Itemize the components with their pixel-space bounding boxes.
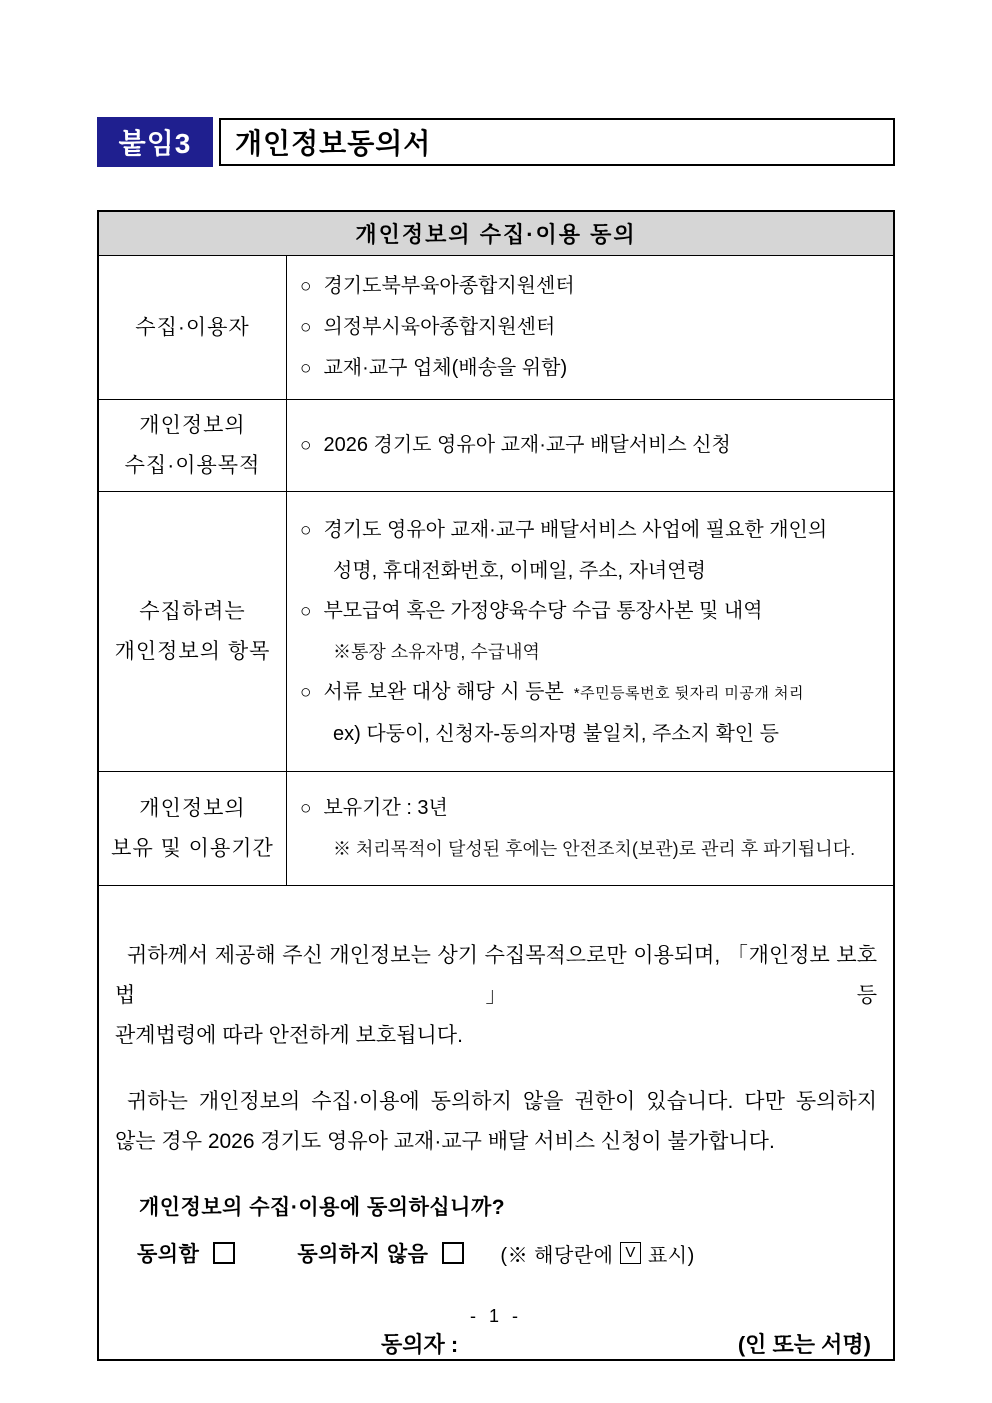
circle-bullet-icon: ○ xyxy=(300,600,312,622)
list-item xyxy=(300,591,883,632)
row-label-purpose xyxy=(99,400,287,491)
list-item-text: 서류 보완 대상 해당 시 등본 xyxy=(323,680,564,703)
list-item-text: 보유기간 : 3년 xyxy=(323,797,448,819)
list-item-text: 부모급여 혹은 가정양육수당 수급 통장사본 및 내역 xyxy=(323,599,763,622)
page-number: - 1 - xyxy=(469,1306,522,1326)
row-label-collector xyxy=(99,256,287,399)
check-instruction-prefix: (※ 해당란에 xyxy=(500,1244,614,1267)
notice-section xyxy=(99,886,893,1359)
agree-label: 동의함 xyxy=(137,1243,200,1266)
list-item-text: 의정부시육아종합지원센터 xyxy=(323,316,556,338)
list-item-note: ※통장 소유자명, 수급내역 xyxy=(333,641,540,662)
signer-label: 동의자 : xyxy=(381,1332,459,1357)
circle-bullet-icon: ○ xyxy=(300,519,312,541)
check-instruction xyxy=(500,1239,694,1268)
row-label-line: 개인정보의 항목 xyxy=(114,639,271,663)
table-row-retention xyxy=(99,772,893,886)
row-label-line: 수집하려는 xyxy=(139,599,246,623)
notice-paragraph-2 xyxy=(115,1082,877,1162)
disagree-label: 동의하지 않음 xyxy=(297,1243,429,1266)
consent-table xyxy=(97,210,895,1361)
notice-paragraph-1 xyxy=(115,936,877,1056)
row-label-line: 수집·이용목적 xyxy=(124,453,261,477)
table-row-purpose xyxy=(99,400,893,492)
list-item xyxy=(300,307,883,348)
circle-bullet-icon: ○ xyxy=(300,276,312,297)
consent-question: 개인정보의 수집·이용에 동의하십니까? xyxy=(139,1196,506,1219)
list-item xyxy=(300,266,883,307)
list-item-text: 경기도북부육아종합지원센터 xyxy=(323,275,575,297)
list-item xyxy=(300,348,883,389)
circle-bullet-icon: ○ xyxy=(300,798,312,819)
seal-or-signature-note: (인 또는 서명) xyxy=(737,1332,871,1357)
table-row-collector xyxy=(99,256,893,400)
list-item-text: 경기도 영유아 교재·교구 배달서비스 사업에 필요한 개인의 xyxy=(323,518,828,541)
circle-bullet-icon: ○ xyxy=(300,681,312,703)
list-item-text: 2026 경기도 영유아 교재·교구 배달서비스 신청 xyxy=(323,434,731,456)
row-label-line: 개인정보의 xyxy=(139,413,246,437)
paragraph-line: 귀하께서 제공해 주신 개인정보는 상기 수집목적으로만 이용되며, 「개인정보 보호법」등 xyxy=(115,944,877,1007)
paragraph-line: 귀하는 개인정보의 수집·이용에 동의하지 않을 권한이 있습니다. 다만 동의하지 xyxy=(127,1090,877,1113)
row-content-items xyxy=(287,492,893,771)
paragraph-line: 관계법령에 따라 안전하게 보호됩니다. xyxy=(115,1024,463,1047)
circle-bullet-icon: ○ xyxy=(300,435,312,456)
circle-bullet-icon: ○ xyxy=(300,317,312,338)
row-label-line: 개인정보의 xyxy=(139,796,246,820)
doc-header xyxy=(97,117,895,167)
row-label-text: 수집·이용자 xyxy=(135,315,250,339)
attachment-badge: 붙임3 xyxy=(97,117,213,167)
list-item xyxy=(300,672,883,714)
list-item xyxy=(300,425,883,466)
signature-line xyxy=(115,1328,877,1359)
list-item-text: 교재·교구 업체(배송을 위함) xyxy=(323,357,568,379)
list-item-small-note: *주민등록번호 뒷자리 미공개 처리 xyxy=(573,684,804,702)
list-item-continuation: 성명, 휴대전화번호, 이메일, 주소, 자녀연령 xyxy=(333,559,706,582)
circle-bullet-icon: ○ xyxy=(300,358,312,379)
page-title: 개인정보동의서 xyxy=(219,118,895,166)
row-label-items xyxy=(99,492,287,771)
check-instruction-suffix: 표시) xyxy=(647,1244,695,1267)
list-item-note: ※ 처리목적이 달성된 후에는 안전조치(보관)로 관리 후 파기됩니다. xyxy=(333,839,856,859)
agree-checkbox[interactable] xyxy=(213,1242,235,1264)
consent-options xyxy=(137,1238,877,1268)
v-checkmark-box-icon: V xyxy=(620,1242,641,1264)
row-label-line: 보유 및 이용기간 xyxy=(111,836,274,860)
row-content-purpose xyxy=(287,400,893,491)
table-title: 개인정보의 수집·이용 동의 xyxy=(99,212,893,256)
row-label-retention xyxy=(99,772,287,885)
paragraph-line: 않는 경우 2026 경기도 영유아 교재·교구 배달 서비스 신청이 불가합니다. xyxy=(115,1130,775,1153)
list-item-example: ex) 다둥이, 신청자-동의자명 불일치, 주소지 확인 등 xyxy=(333,722,779,745)
row-content-collector xyxy=(287,256,893,399)
row-content-retention xyxy=(287,772,893,885)
list-item xyxy=(300,788,883,829)
table-row-items xyxy=(99,492,893,772)
list-item xyxy=(300,510,883,551)
disagree-checkbox[interactable] xyxy=(442,1242,464,1264)
